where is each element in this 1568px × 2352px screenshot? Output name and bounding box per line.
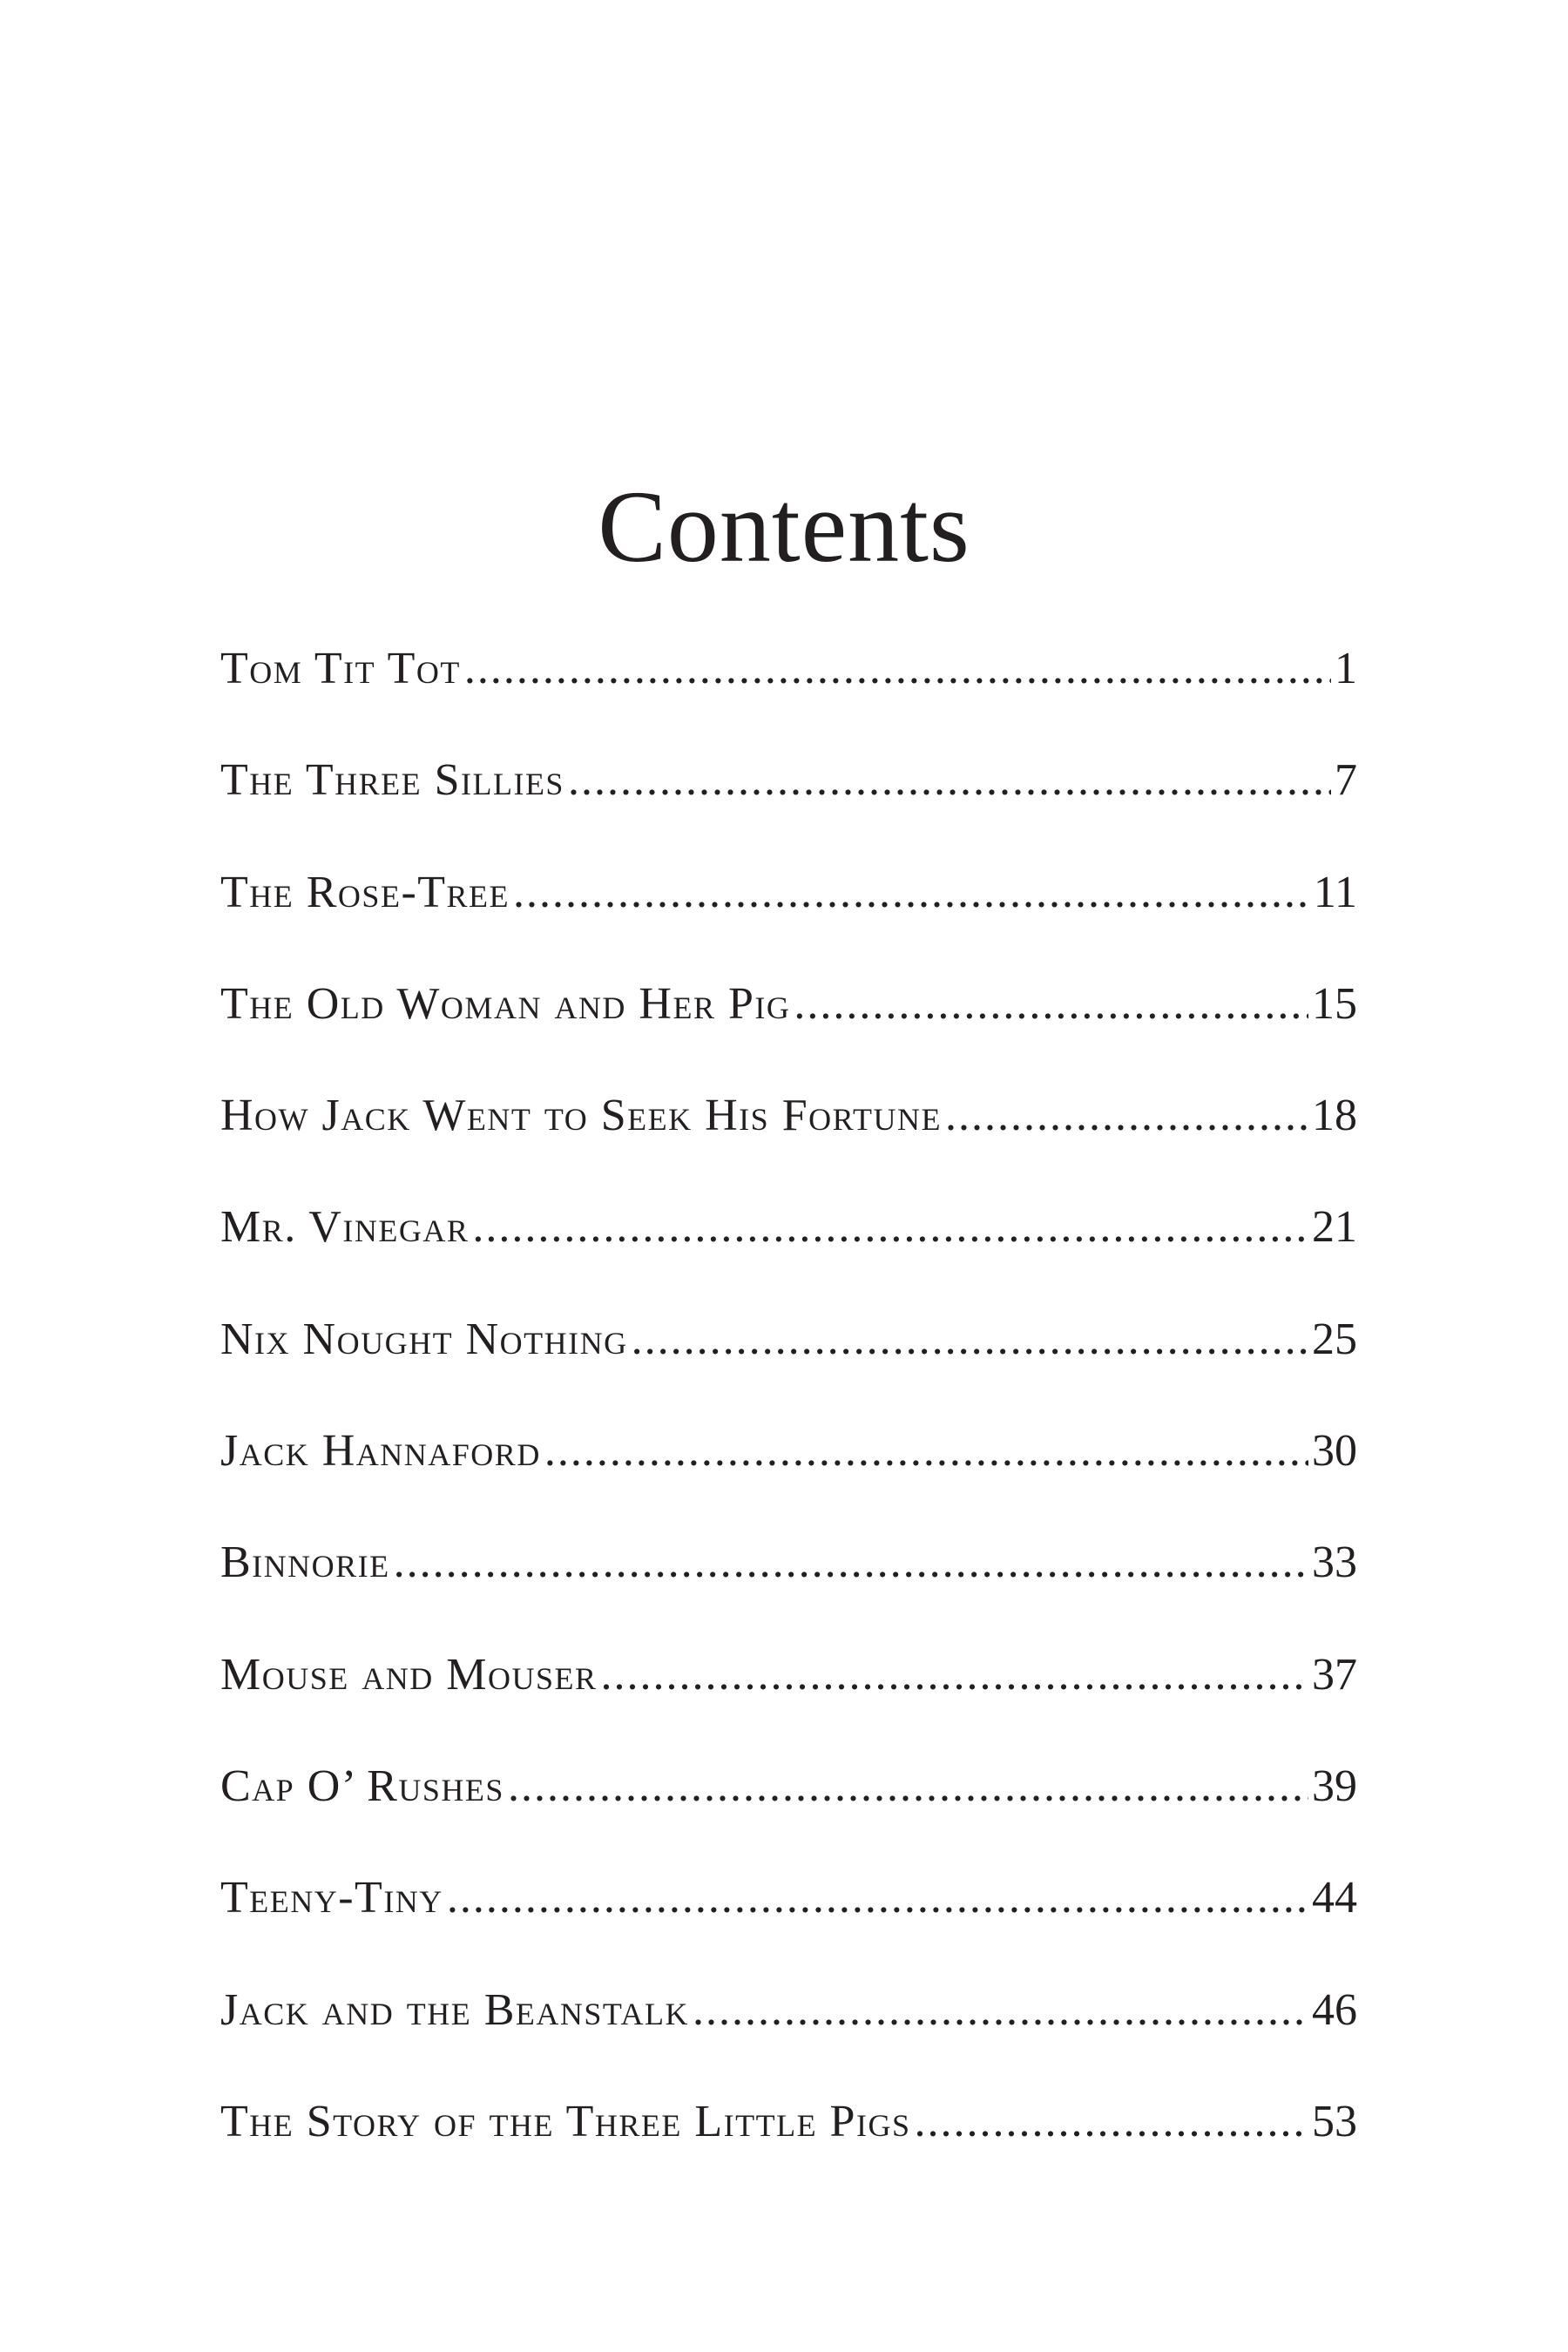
toc-entry-page-number: 21	[1312, 1202, 1357, 1253]
toc-entry-page-number: 53	[1312, 2096, 1357, 2146]
dot-leader	[915, 2085, 1309, 2159]
dot-leader	[568, 744, 1331, 817]
toc-entry	[220, 856, 1357, 968]
toc-entry-title: Mouse and Mouser	[220, 1649, 598, 1700]
toc-entry-title: The Story of the Three Little Pigs	[220, 2096, 911, 2146]
toc-entry-page-number: 44	[1312, 1873, 1357, 1923]
dot-leader	[394, 1526, 1308, 1599]
page-title: Contents	[598, 470, 970, 584]
toc-entry-page-number: 37	[1312, 1649, 1357, 1700]
toc-entry-title: Tom Tit Tot	[220, 644, 461, 693]
toc-entry	[220, 1415, 1357, 1526]
toc-entry	[220, 1191, 1357, 1302]
toc-entry-title: Jack and the Beanstalk	[220, 1984, 690, 2035]
table-of-contents	[220, 632, 1357, 2197]
toc-entry-title: The Three Sillies	[220, 755, 564, 806]
toc-entry	[220, 1750, 1357, 1862]
toc-entry	[220, 1303, 1357, 1415]
toc-entry-page-number: 30	[1312, 1426, 1357, 1477]
toc-entry	[220, 1974, 1357, 2085]
toc-entry	[220, 1862, 1357, 1973]
dot-leader	[601, 1639, 1309, 1712]
dot-leader	[464, 632, 1331, 706]
dot-leader	[447, 1862, 1308, 1935]
toc-entry-title: Jack Hannaford	[220, 1426, 541, 1477]
toc-entry-page-number: 7	[1335, 755, 1357, 806]
toc-entry-title: Nix Nought Nothing	[220, 1314, 628, 1364]
toc-entry-page-number: 11	[1313, 867, 1357, 917]
dot-leader	[794, 968, 1308, 1041]
dot-leader	[472, 1191, 1308, 1264]
toc-entry	[220, 968, 1357, 1079]
toc-entry	[220, 1079, 1357, 1191]
toc-entry-page-number: 25	[1312, 1314, 1357, 1364]
toc-entry-page-number: 15	[1312, 978, 1357, 1029]
toc-entry-page-number: 1	[1335, 644, 1357, 693]
toc-entry-page-number: 33	[1312, 1538, 1357, 1588]
toc-entry-title: The Old Woman and Her Pig	[220, 978, 791, 1029]
toc-entry	[220, 744, 1357, 855]
toc-entry-title: Binnorie	[220, 1538, 390, 1588]
toc-entry	[220, 1526, 1357, 1638]
dot-leader	[693, 1974, 1308, 2047]
toc-entry-title: How Jack Went to Seek His Fortune	[220, 1091, 942, 1141]
dot-leader	[508, 1750, 1308, 1823]
toc-entry-title: Cap O’ Rushes	[220, 1761, 504, 1811]
toc-entry-title: Mr. Vinegar	[220, 1202, 470, 1253]
toc-entry	[220, 632, 1357, 744]
toc-entry-title: Teeny-Tiny	[220, 1873, 443, 1923]
toc-entry-title: The Rose-Tree	[220, 867, 510, 917]
dot-leader	[632, 1303, 1308, 1376]
toc-entry-page-number: 46	[1312, 1984, 1357, 2035]
dot-leader	[513, 856, 1310, 929]
dot-leader	[544, 1415, 1308, 1488]
toc-entry-page-number: 18	[1312, 1091, 1357, 1141]
toc-entry-page-number: 39	[1312, 1761, 1357, 1811]
toc-entry	[220, 2085, 1357, 2197]
toc-entry	[220, 1639, 1357, 1750]
dot-leader	[945, 1079, 1308, 1152]
